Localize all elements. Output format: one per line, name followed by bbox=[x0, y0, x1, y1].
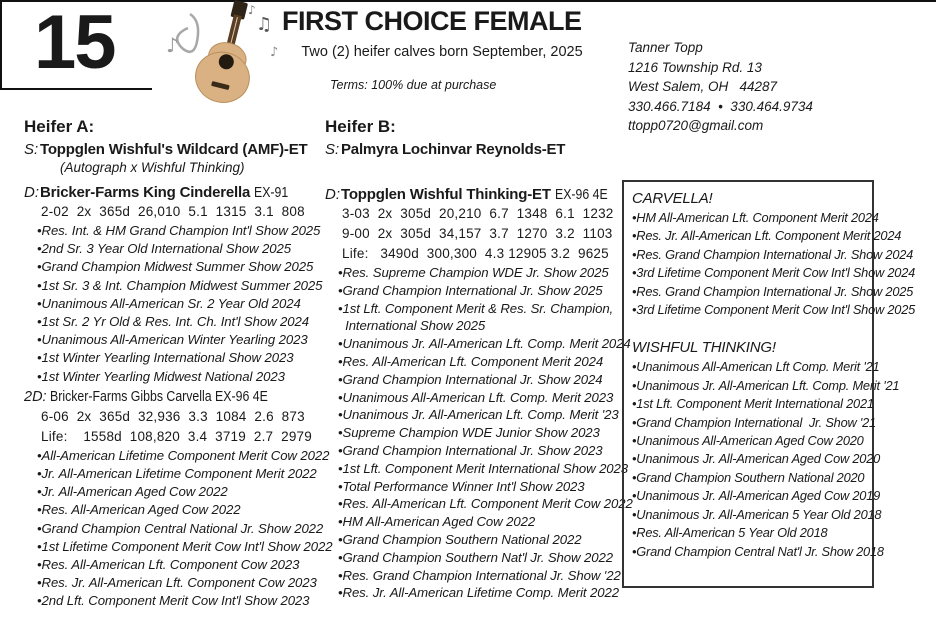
contact-line: ttopp0720@gmail.com bbox=[628, 118, 764, 133]
dam-awards-list bbox=[24, 222, 324, 386]
sire-pedigree-note: (Autograph x Wishful Thinking) bbox=[60, 160, 245, 175]
award-item: •Res. All-American 5 Year Old 2018 bbox=[632, 525, 828, 541]
family-highlights-box bbox=[622, 180, 916, 588]
heifer-b-dam-row bbox=[325, 185, 623, 204]
granddam-awards-list bbox=[24, 447, 333, 611]
award-item: •Grand Champion International Jr. Show 2024 bbox=[338, 371, 603, 387]
award-item: •1st Lft. Component Merit International Show 2023 bbox=[338, 460, 629, 476]
header-block bbox=[282, 6, 602, 92]
award-item: •1st Winter Yearling International Show 2023 bbox=[37, 350, 294, 366]
award-item: •Unanimous All-American Aged Cow 2020 bbox=[632, 433, 864, 449]
svg-text:♫: ♫ bbox=[256, 14, 273, 35]
dam-label: D: bbox=[24, 184, 39, 201]
award-item: •Grand Champion International Jr. Show 2025 bbox=[338, 282, 603, 298]
lot-number: 15 bbox=[34, 0, 115, 85]
heifer-a-sire-row bbox=[24, 140, 324, 159]
svg-text:♪: ♪ bbox=[270, 45, 279, 60]
award-item: •3rd Lifetime Component Merit Cow Int'l Show 2025 bbox=[632, 302, 916, 318]
award-item: •Supreme Champion WDE Junior Show 2023 bbox=[338, 425, 600, 441]
award-item: •1st Sr. 2 Yr Old & Res. Int. Ch. Int'l Show 2024 bbox=[37, 314, 309, 330]
award-item: International Show 2025 bbox=[338, 318, 486, 334]
award-item: •Unanimous All-American Winter Yearling 2023 bbox=[37, 332, 308, 348]
consignor-contact-block bbox=[628, 38, 813, 136]
granddam-name: Bricker-Farms Gibbs Carvella EX-96 4E bbox=[50, 388, 268, 405]
sire-label: S: bbox=[325, 141, 340, 158]
section-spacer bbox=[632, 319, 868, 338]
heifer-a-granddam-row bbox=[24, 388, 324, 407]
heifer-b-sire-row bbox=[325, 140, 623, 159]
svg-text:♪: ♪ bbox=[166, 33, 179, 57]
award-item: •All-American Lifetime Component Merit Cow 2022 bbox=[37, 447, 330, 463]
production-record: 9-00 2x 305d 34,157 3.7 1270 3.2 1103 bbox=[342, 226, 613, 241]
production-record: Life: 1558d 108,820 3.4 3719 2.7 2979 bbox=[41, 428, 312, 444]
award-item: •Grand Champion Southern National 2020 bbox=[632, 469, 865, 485]
award-item: •Grand Champion Midwest Summer Show 2025 bbox=[37, 259, 314, 275]
award-item: •Res. Grand Champion International Jr. Show 2025 bbox=[632, 283, 914, 299]
award-item: •Unanimous All-American Sr. 2 Year Old 2024 bbox=[37, 295, 301, 311]
granddam-label: 2D: bbox=[24, 388, 47, 405]
award-item: •1st Lifetime Component Merit Cow Int'l Show 2022 bbox=[37, 538, 333, 554]
award-item: •Res. All-American Lft. Component Merit Cow 2022 bbox=[338, 496, 633, 512]
heifer-a-dam-block bbox=[24, 183, 324, 386]
award-item: •Res. Supreme Champion WDE Jr. Show 2025 bbox=[338, 265, 609, 280]
award-item: •Unanimous All-American Lft. Comp. Merit 2023 bbox=[338, 389, 614, 405]
award-item: •Res. Grand Champion International Jr. Show 2024 bbox=[632, 246, 914, 262]
carvella-awards-list bbox=[632, 209, 916, 319]
award-item: •Res. Jr. All-American Lifetime Comp. Merit 2022 bbox=[338, 585, 619, 601]
contact-line: 330.466.7184 • 330.464.9734 bbox=[628, 98, 813, 114]
heifer-a-heading: Heifer A: bbox=[24, 117, 95, 136]
award-item: •Res. All-American Lft. Component Merit 2024 bbox=[338, 353, 604, 369]
svg-text:♪: ♪ bbox=[248, 3, 256, 17]
contact-line: Tanner Topp bbox=[628, 40, 703, 55]
dam-classification-score: EX-91 bbox=[254, 184, 289, 201]
contact-line: 1216 Township Rd. 13 bbox=[628, 59, 762, 75]
award-item: •Jr. All-American Aged Cow 2022 bbox=[37, 484, 228, 500]
terms-text: Terms: 100% due at purchase bbox=[330, 78, 497, 92]
award-item: •Grand Champion Southern National 2022 bbox=[338, 531, 582, 547]
award-item: •Unanimous Jr. All-American 5 Year Old 2018 bbox=[632, 506, 882, 522]
award-item: •Unanimous Jr. All-American Lft. Comp. Merit 2024 bbox=[338, 336, 631, 352]
award-item: •Grand Champion Central Nat'l Jr. Show 2018 bbox=[632, 543, 884, 559]
heifer-b-heading: Heifer B: bbox=[325, 117, 396, 136]
award-item: •HM All-American Aged Cow 2022 bbox=[338, 514, 536, 530]
award-item: •2nd Lft. Component Merit Cow Int'l Show 2023 bbox=[37, 593, 310, 609]
award-item: •Res. Jr. All-American Lft. Component Cow 2023 bbox=[37, 575, 317, 591]
award-item: •1st Sr. 3 & Int. Champion Midwest Summer 2025 bbox=[37, 277, 323, 293]
dam-classification-score: EX-96 4E bbox=[554, 186, 608, 203]
award-item: •Grand Champion Southern Nat'l Jr. Show 2022 bbox=[338, 549, 613, 565]
heifer-b-column bbox=[325, 116, 633, 602]
production-record: Life: 3490d 300,300 4.3 12905 3.2 9625 bbox=[342, 246, 609, 261]
award-item: •1st Winter Yearling Midwest National 2023 bbox=[37, 368, 285, 384]
wishful-thinking-heading: WISHFUL THINKING! bbox=[632, 339, 776, 357]
award-item: •Unanimous Jr. All-American Aged Cow 2020 bbox=[632, 451, 881, 467]
contact-line: West Salem, OH 44287 bbox=[628, 79, 778, 94]
left-border-rule bbox=[0, 0, 2, 90]
award-item: •Grand Champion International Jr. Show 2023 bbox=[338, 442, 603, 458]
sire-name: Palmyra Lochinvar Reynolds-ET bbox=[341, 141, 566, 158]
award-item: •Grand Champion International Jr. Show '21 bbox=[632, 414, 876, 430]
production-record: 6-06 2x 365d 32,936 3.3 1084 2.6 873 bbox=[41, 408, 305, 424]
award-item: •Res. Int. & HM Grand Champion Int'l Show 2025 bbox=[37, 223, 321, 238]
heifer-a-dam-row bbox=[24, 183, 324, 202]
award-item: •3rd Lifetime Component Merit Cow Int'l Show 2024 bbox=[632, 265, 916, 281]
heifer-a-column bbox=[24, 116, 333, 611]
sire-name: Toppglen Wishful's Wildcard (AMF)-ET bbox=[40, 141, 308, 158]
award-item: •Grand Champion Central National Jr. Show 2022 bbox=[37, 520, 324, 536]
dam-name: Bricker-Farms King Cinderella bbox=[40, 184, 251, 201]
award-item: •1st Lft. Component Merit International 2021 bbox=[632, 396, 874, 412]
production-record: 3-03 2x 305d 20,210 6.7 1348 6.1 1232 bbox=[342, 206, 614, 221]
lot-number-underline bbox=[0, 88, 152, 90]
top-border-rule bbox=[0, 0, 936, 2]
award-item: •Res. Grand Champion International Jr. Show '22 bbox=[338, 567, 621, 583]
production-record: 2-02 2x 365d 26,010 5.1 1315 3.1 808 bbox=[41, 204, 305, 219]
award-item: •Total Performance Winner Int'l Show 2023 bbox=[338, 478, 585, 494]
dam-name: Toppglen Wishful Thinking-ET bbox=[341, 186, 551, 203]
award-item: •1st Lft. Component Merit & Res. Sr. Champion, bbox=[338, 300, 614, 316]
dam-label: D: bbox=[325, 186, 340, 203]
dam-production-records bbox=[325, 204, 623, 264]
award-item: •HM All-American Lft. Component Merit 2024 bbox=[632, 210, 879, 225]
award-item: •Unanimous Jr. All-American Lft. Comp. Merit '23 bbox=[338, 407, 619, 423]
award-item: •Unanimous Jr. All-American Aged Cow 2019 bbox=[632, 488, 881, 504]
sire-label: S: bbox=[24, 141, 39, 158]
award-item: •Unanimous Jr. All-American Lft. Comp. Merit '21 bbox=[632, 377, 900, 393]
award-item: •Res. Jr. All-American Lft. Component Merit 2024 bbox=[632, 228, 902, 244]
award-item: •2nd Sr. 3 Year Old International Show 2025 bbox=[37, 241, 291, 257]
dam-awards-list bbox=[325, 264, 633, 602]
wishful-thinking-awards-list bbox=[632, 358, 900, 560]
granddam-production-records bbox=[24, 407, 324, 447]
award-item: •Unanimous All-American Lft Comp. Merit '21 bbox=[632, 359, 880, 375]
award-item: •Res. All-American Aged Cow 2022 bbox=[37, 502, 241, 518]
heifer-a-granddam-block bbox=[24, 388, 333, 611]
page-subtitle: Two (2) heifer calves born September, 2025 bbox=[301, 44, 583, 60]
heifer-b-dam-block bbox=[325, 185, 633, 602]
award-item: •Res. All-American Lft. Component Cow 2023 bbox=[37, 557, 300, 573]
award-item: •Jr. All-American Lifetime Component Merit 2022 bbox=[37, 466, 317, 482]
carvella-heading: CARVELLA! bbox=[632, 190, 713, 207]
dam-production-records bbox=[24, 202, 324, 222]
page-title: FIRST CHOICE FEMALE bbox=[282, 6, 582, 36]
